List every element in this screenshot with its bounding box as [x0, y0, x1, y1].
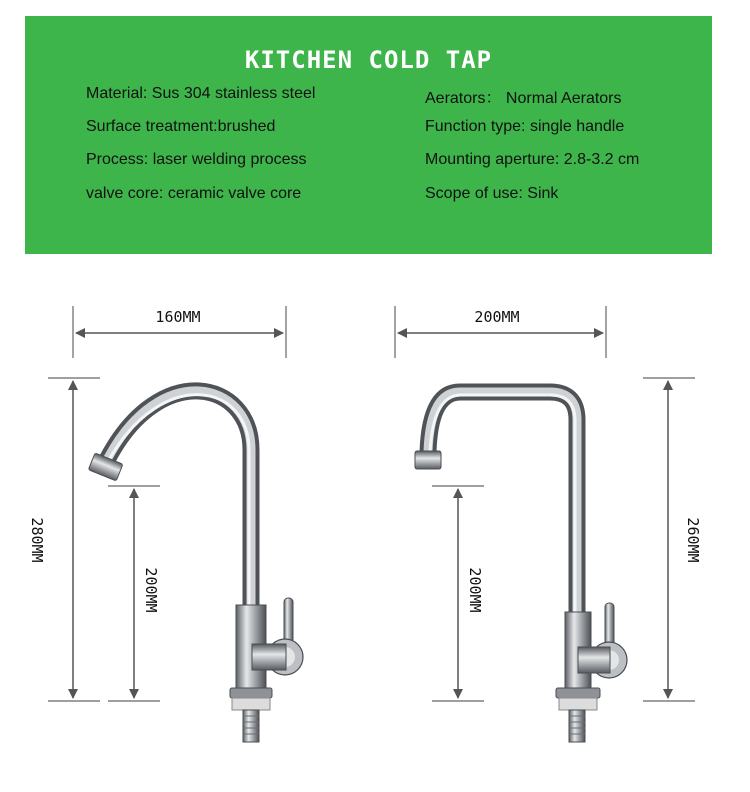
spec-aerators: Aerators： Normal Aerators [425, 90, 622, 107]
left-tap-image [88, 391, 303, 742]
left-tap-spout-height-dimension [108, 486, 160, 701]
spec-valve-core: valve core: ceramic valve core [86, 185, 302, 202]
spec-surface-treatment: Surface treatment:brushed [86, 118, 276, 135]
right-tap-spout-height-label: 200MM [466, 567, 484, 613]
right-tap-width-dimension [395, 306, 606, 358]
right-tap-spout-height-dimension [432, 486, 484, 701]
left-tap-width-dimension [73, 306, 286, 358]
left-tap-width-label: 160MM [155, 308, 201, 326]
right-tap-width-label: 200MM [474, 308, 520, 326]
right-tap-image [415, 392, 627, 742]
spec-function-type: Function type: single handle [425, 118, 625, 135]
right-tap-height-dimension [643, 378, 702, 701]
spec-scope-of-use: Scope of use: Sink [425, 185, 559, 202]
spec-mounting-aperture: Mounting aperture: 2.8-3.2 cm [425, 151, 640, 168]
spec-process: Process: laser welding process [86, 151, 307, 168]
banner-title: KITCHEN COLD TAP [244, 46, 493, 74]
spec-material: Material: Sus 304 stainless steel [86, 85, 316, 102]
right-tap-height-label: 260MM [684, 517, 702, 563]
left-tap-spout-height-label: 200MM [142, 567, 160, 613]
left-tap-height-dimension [28, 378, 100, 701]
left-tap-height-label: 280MM [28, 517, 46, 563]
